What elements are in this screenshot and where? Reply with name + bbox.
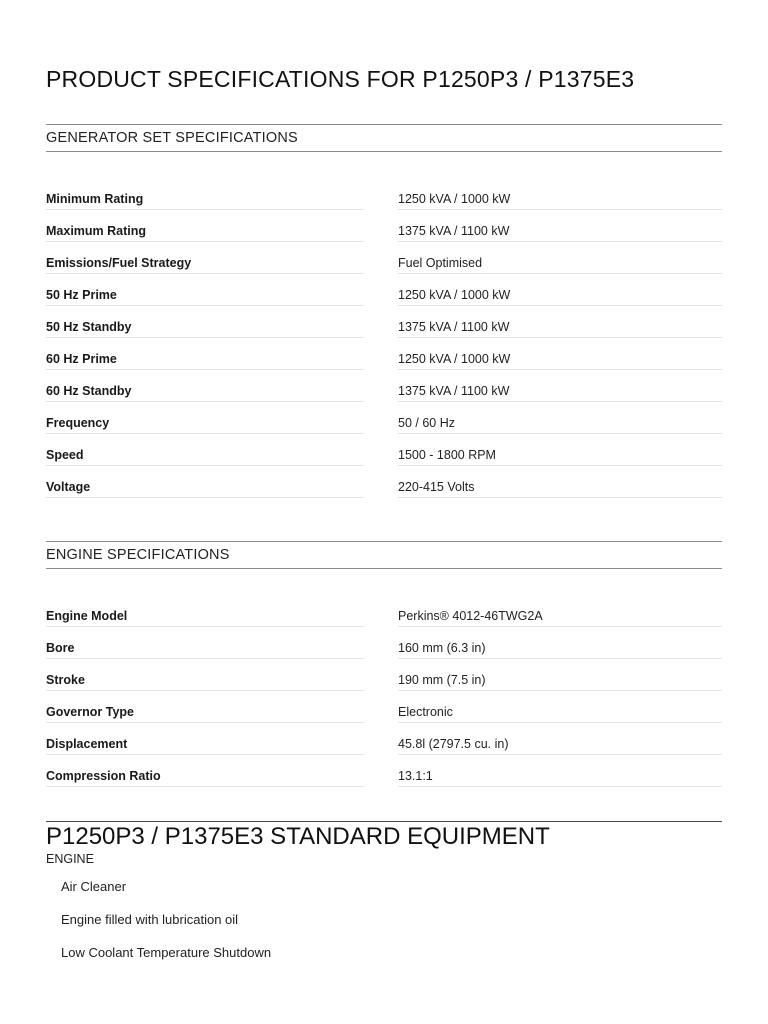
row-divider	[46, 754, 364, 755]
spec-value: 1375 kVA / 1100 kW	[398, 320, 510, 334]
spec-label: Displacement	[46, 737, 128, 751]
row-divider	[46, 497, 364, 498]
spec-row	[46, 440, 722, 472]
row-divider	[46, 305, 364, 306]
standard-equipment-section	[46, 821, 722, 960]
generator-section-header	[46, 124, 722, 152]
row-divider	[46, 337, 364, 338]
spec-row	[46, 472, 722, 504]
engine-section-header	[46, 541, 722, 569]
row-divider	[398, 433, 722, 434]
spec-label: Stroke	[46, 673, 85, 687]
spec-row	[46, 665, 722, 697]
row-divider	[46, 433, 364, 434]
list-item: Air Cleaner	[61, 879, 127, 894]
row-divider	[398, 337, 722, 338]
spec-value: 13.1:1	[398, 769, 433, 783]
spec-label: Minimum Rating	[46, 192, 144, 206]
spec-label: Emissions/Fuel Strategy	[46, 256, 192, 270]
row-divider	[398, 786, 722, 787]
spec-label: Maximum Rating	[46, 224, 147, 238]
spec-label: 60 Hz Standby	[46, 384, 132, 398]
row-divider	[398, 401, 722, 402]
spec-value: 220-415 Volts	[398, 480, 475, 494]
row-divider	[398, 722, 722, 723]
spec-row	[46, 312, 722, 344]
spec-label: Governor Type	[46, 705, 134, 719]
spec-row	[46, 280, 722, 312]
spec-row	[46, 248, 722, 280]
row-divider	[46, 786, 364, 787]
row-divider	[46, 241, 364, 242]
row-divider	[46, 658, 364, 659]
spec-value: Perkins® 4012-46TWG2A	[398, 609, 543, 623]
row-divider	[46, 209, 364, 210]
row-divider	[398, 626, 722, 627]
spec-label: 60 Hz Prime	[46, 352, 117, 366]
engine-spec-table	[46, 601, 722, 793]
row-divider	[46, 690, 364, 691]
standard-equipment-title: P1250P3 / P1375E3 STANDARD EQUIPMENT	[46, 823, 550, 850]
spec-value: Fuel Optimised	[398, 256, 483, 270]
list-item: Engine filled with lubrication oil	[61, 912, 239, 927]
row-divider	[398, 754, 722, 755]
row-divider	[398, 305, 722, 306]
row-divider	[398, 209, 722, 210]
row-divider	[46, 722, 364, 723]
row-divider	[46, 369, 364, 370]
spec-label: Voltage	[46, 480, 91, 494]
row-divider	[398, 690, 722, 691]
row-divider	[46, 273, 364, 274]
spec-value: Electronic	[398, 705, 453, 719]
spec-row	[46, 216, 722, 248]
spec-value: 1375 kVA / 1100 kW	[398, 384, 510, 398]
spec-row	[46, 729, 722, 761]
spec-label: Speed	[46, 448, 84, 462]
list-item: Low Coolant Temperature Shutdown	[61, 945, 272, 960]
spec-value: 1250 kVA / 1000 kW	[398, 352, 511, 366]
equipment-list	[61, 879, 271, 978]
spec-value: 160 mm (6.3 in)	[398, 641, 486, 655]
spec-row	[46, 761, 722, 793]
row-divider	[398, 273, 722, 274]
spec-row	[46, 697, 722, 729]
row-divider	[398, 241, 722, 242]
spec-value: 1500 - 1800 RPM	[398, 448, 496, 462]
spec-row	[46, 601, 722, 633]
row-divider	[398, 465, 722, 466]
spec-value: 1375 kVA / 1100 kW	[398, 224, 510, 238]
spec-label: Frequency	[46, 416, 110, 430]
page-title: PRODUCT SPECIFICATIONS FOR P1250P3 / P1375E3	[46, 66, 635, 92]
spec-label: Engine Model	[46, 609, 128, 623]
spec-value: 45.8l (2797.5 cu. in)	[398, 737, 509, 751]
row-divider	[46, 465, 364, 466]
spec-label: 50 Hz Prime	[46, 288, 117, 302]
spec-value: 1250 kVA / 1000 kW	[398, 288, 511, 302]
spec-row	[46, 184, 722, 216]
row-divider	[46, 401, 364, 402]
spec-value: 190 mm (7.5 in)	[398, 673, 486, 687]
row-divider	[398, 369, 722, 370]
row-divider	[46, 626, 364, 627]
spec-row	[46, 633, 722, 665]
generator-spec-table	[46, 184, 722, 504]
spec-row	[46, 408, 722, 440]
row-divider	[398, 497, 722, 498]
spec-label: Bore	[46, 641, 75, 655]
spec-value: 50 / 60 Hz	[398, 416, 455, 430]
spec-value: 1250 kVA / 1000 kW	[398, 192, 511, 206]
spec-row	[46, 376, 722, 408]
row-divider	[398, 658, 722, 659]
spec-label: 50 Hz Standby	[46, 320, 132, 334]
engine-section-title: ENGINE SPECIFICATIONS	[46, 547, 230, 563]
spec-row	[46, 344, 722, 376]
spec-label: Compression Ratio	[46, 769, 161, 783]
generator-section-title: GENERATOR SET SPECIFICATIONS	[46, 130, 298, 146]
equipment-category-heading: ENGINE	[46, 852, 94, 866]
